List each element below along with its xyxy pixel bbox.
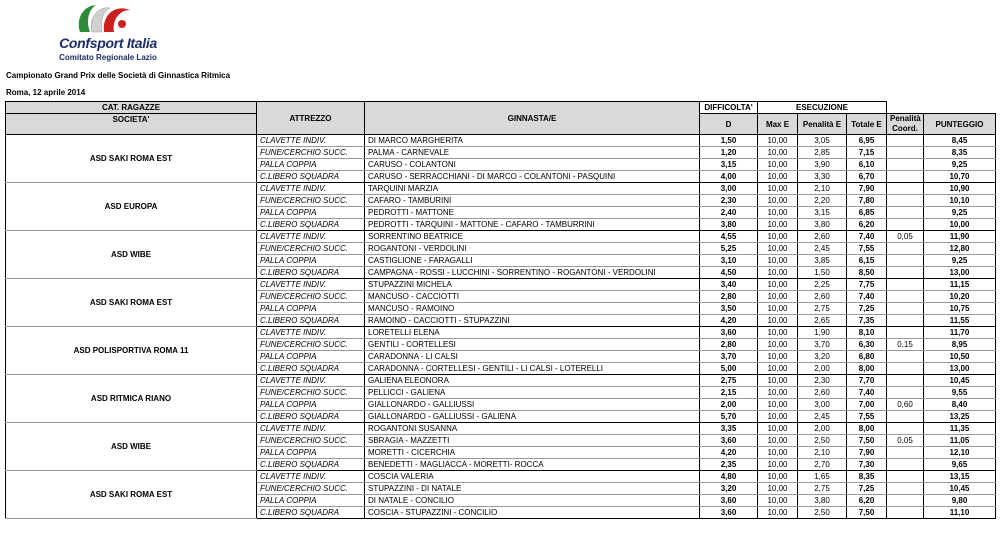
penalita-e-cell: 2,60 bbox=[798, 291, 847, 303]
difficolta-cell: 1,50 bbox=[700, 135, 758, 147]
max-e-cell: 10,00 bbox=[758, 171, 798, 183]
penalita-e-cell: 2,65 bbox=[798, 315, 847, 327]
max-e-cell: 10,00 bbox=[758, 135, 798, 147]
difficolta-cell: 3,60 bbox=[700, 507, 758, 519]
max-e-cell: 10,00 bbox=[758, 471, 798, 483]
penalita-coord-cell bbox=[887, 363, 924, 375]
ginnasta-cell: GALIENA ELEONORA bbox=[365, 375, 700, 387]
totale-e-cell: 7,70 bbox=[847, 375, 887, 387]
penalita-coord-cell bbox=[887, 219, 924, 231]
penalita-coord-cell: 0,05 bbox=[887, 435, 924, 447]
confsport-logo bbox=[48, 2, 168, 66]
max-e-cell: 10,00 bbox=[758, 291, 798, 303]
ginnasta-cell: CARADONNA - CORTELLESI - GENTILI - LI CALSI - LOTERELLI bbox=[365, 363, 700, 375]
societa-cell: ASD WIBE bbox=[6, 423, 257, 471]
attrezzo-cell: CLAVETTE INDIV. bbox=[257, 279, 365, 291]
ginnasta-cell: MANCUSO - RAMOINO bbox=[365, 303, 700, 315]
attrezzo-cell: CLAVETTE INDIV. bbox=[257, 471, 365, 483]
penalita-coord-cell bbox=[887, 291, 924, 303]
ginnasta-cell: SBRAGIA - MAZZETTI bbox=[365, 435, 700, 447]
header-ginnasta: GINNASTA/E bbox=[365, 102, 700, 135]
totale-e-cell: 8,50 bbox=[847, 267, 887, 279]
max-e-cell: 10,00 bbox=[758, 459, 798, 471]
attrezzo-cell: C.LIBERO SQUADRA bbox=[257, 267, 365, 279]
societa-cell: ASD WIBE bbox=[6, 231, 257, 279]
ginnasta-cell: LORETELLI ELENA bbox=[365, 327, 700, 339]
ginnasta-cell: GIALLONARDO - GALLIUSSI bbox=[365, 399, 700, 411]
ginnasta-cell: CARUSO - SERRACCHIANI - DI MARCO - COLANTONI - PASQUINI bbox=[365, 171, 700, 183]
difficolta-cell: 4,55 bbox=[700, 231, 758, 243]
penalita-coord-cell: 0,60 bbox=[887, 399, 924, 411]
difficolta-cell: 5,25 bbox=[700, 243, 758, 255]
penalita-e-cell: 2,00 bbox=[798, 423, 847, 435]
difficolta-cell: 3,60 bbox=[700, 495, 758, 507]
attrezzo-cell: FUNE/CERCHIO SUCC. bbox=[257, 387, 365, 399]
table-row bbox=[6, 375, 996, 387]
ginnasta-cell: ROGANTONI SUSANNA bbox=[365, 423, 700, 435]
totale-e-cell: 7,80 bbox=[847, 195, 887, 207]
ginnasta-cell: CARUSO - COLANTONI bbox=[365, 159, 700, 171]
ginnasta-cell: MORETTI - CICERCHIA bbox=[365, 447, 700, 459]
penalita-e-cell: 3,15 bbox=[798, 207, 847, 219]
penalita-coord-cell bbox=[887, 351, 924, 363]
table-row bbox=[6, 135, 996, 147]
difficolta-cell: 2,35 bbox=[700, 459, 758, 471]
attrezzo-cell: PALLA COPPIA bbox=[257, 399, 365, 411]
totale-e-cell: 7,55 bbox=[847, 243, 887, 255]
difficolta-cell: 4,80 bbox=[700, 471, 758, 483]
results-table bbox=[5, 101, 996, 519]
max-e-cell: 10,00 bbox=[758, 327, 798, 339]
punteggio-cell: 8,40 bbox=[924, 399, 996, 411]
punteggio-cell: 11,10 bbox=[924, 507, 996, 519]
punteggio-cell: 8,45 bbox=[924, 135, 996, 147]
punteggio-cell: 10,20 bbox=[924, 291, 996, 303]
ginnasta-cell: STUPAZZINI MICHELA bbox=[365, 279, 700, 291]
penalita-e-cell: 2,60 bbox=[798, 387, 847, 399]
totale-e-cell: 7,50 bbox=[847, 435, 887, 447]
max-e-cell: 10,00 bbox=[758, 447, 798, 459]
penalita-coord-cell bbox=[887, 387, 924, 399]
difficolta-cell: 3,10 bbox=[700, 255, 758, 267]
difficolta-cell: 3,15 bbox=[700, 159, 758, 171]
difficolta-cell: 4,00 bbox=[700, 171, 758, 183]
penalita-coord-cell bbox=[887, 279, 924, 291]
penalita-e-cell: 2,85 bbox=[798, 147, 847, 159]
totale-e-cell: 7,25 bbox=[847, 303, 887, 315]
penalita-e-cell: 1,65 bbox=[798, 471, 847, 483]
penalita-coord-cell bbox=[887, 471, 924, 483]
max-e-cell: 10,00 bbox=[758, 159, 798, 171]
totale-e-cell: 7,55 bbox=[847, 411, 887, 423]
ginnasta-cell: PEDROTTI - MATTONE bbox=[365, 207, 700, 219]
max-e-cell: 10,00 bbox=[758, 303, 798, 315]
max-e-cell: 10,00 bbox=[758, 231, 798, 243]
totale-e-cell: 6,85 bbox=[847, 207, 887, 219]
max-e-cell: 10,00 bbox=[758, 183, 798, 195]
max-e-cell: 10,00 bbox=[758, 363, 798, 375]
difficolta-cell: 3,00 bbox=[700, 183, 758, 195]
penalita-e-cell: 2,10 bbox=[798, 183, 847, 195]
ginnasta-cell: SORRENTINO BEATRICE bbox=[365, 231, 700, 243]
punteggio-cell: 9,25 bbox=[924, 207, 996, 219]
ginnasta-cell: CAFARO - TAMBURINI bbox=[365, 195, 700, 207]
totale-e-cell: 8,00 bbox=[847, 363, 887, 375]
totale-e-cell: 7,90 bbox=[847, 183, 887, 195]
max-e-cell: 10,00 bbox=[758, 339, 798, 351]
difficolta-cell: 2,30 bbox=[700, 195, 758, 207]
punteggio-cell: 10,00 bbox=[924, 219, 996, 231]
societa-cell: ASD RITMICA RIANO bbox=[6, 375, 257, 423]
penalita-coord-cell bbox=[887, 255, 924, 267]
punteggio-cell: 8,35 bbox=[924, 147, 996, 159]
brand-name: Confsport Italia bbox=[59, 35, 157, 51]
ginnasta-cell: PELLICCI - GALIENA bbox=[365, 387, 700, 399]
punteggio-cell: 13,15 bbox=[924, 471, 996, 483]
societa-cell: ASD SAKI ROMA EST bbox=[6, 471, 257, 519]
difficolta-cell: 3,60 bbox=[700, 327, 758, 339]
header-max-e: Max E bbox=[758, 114, 798, 135]
penalita-e-cell: 2,60 bbox=[798, 231, 847, 243]
penalita-coord-cell bbox=[887, 183, 924, 195]
max-e-cell: 10,00 bbox=[758, 399, 798, 411]
difficolta-cell: 3,40 bbox=[700, 279, 758, 291]
punteggio-cell: 12,10 bbox=[924, 447, 996, 459]
max-e-cell: 10,00 bbox=[758, 315, 798, 327]
table-row bbox=[6, 183, 996, 195]
ginnasta-cell: PALMA - CARNEVALE bbox=[365, 147, 700, 159]
totale-e-cell: 6,70 bbox=[847, 171, 887, 183]
penalita-coord-cell bbox=[887, 267, 924, 279]
penalita-e-cell: 2,10 bbox=[798, 447, 847, 459]
penalita-coord-cell bbox=[887, 135, 924, 147]
punteggio-cell: 9,55 bbox=[924, 387, 996, 399]
penalita-e-cell: 3,70 bbox=[798, 339, 847, 351]
penalita-coord-cell bbox=[887, 495, 924, 507]
header-totale-e: Totale E bbox=[847, 114, 887, 135]
punteggio-cell: 10,45 bbox=[924, 375, 996, 387]
difficolta-cell: 3,50 bbox=[700, 303, 758, 315]
max-e-cell: 10,00 bbox=[758, 255, 798, 267]
totale-e-cell: 8,00 bbox=[847, 423, 887, 435]
attrezzo-cell: C.LIBERO SQUADRA bbox=[257, 507, 365, 519]
penalita-coord-cell bbox=[887, 207, 924, 219]
punteggio-cell: 10,90 bbox=[924, 183, 996, 195]
penalita-e-cell: 3,30 bbox=[798, 171, 847, 183]
difficolta-cell: 4,20 bbox=[700, 447, 758, 459]
punteggio-cell: 11,15 bbox=[924, 279, 996, 291]
difficolta-cell: 3,80 bbox=[700, 219, 758, 231]
penalita-coord-cell bbox=[887, 423, 924, 435]
totale-e-cell: 7,40 bbox=[847, 231, 887, 243]
punteggio-cell: 11,90 bbox=[924, 231, 996, 243]
ginnasta-cell: CAMPAGNA - ROSSI - LUCCHINI - SORRENTINO - ROGANTONI - VERDOLINI bbox=[365, 267, 700, 279]
attrezzo-cell: CLAVETTE INDIV. bbox=[257, 375, 365, 387]
punteggio-cell: 10,50 bbox=[924, 351, 996, 363]
penalita-coord-cell bbox=[887, 411, 924, 423]
penalita-coord-cell bbox=[887, 315, 924, 327]
ginnasta-cell: ROGANTONI - VERDOLINI bbox=[365, 243, 700, 255]
ginnasta-cell: CARADONNA - LI CALSI bbox=[365, 351, 700, 363]
punteggio-cell: 10,70 bbox=[924, 171, 996, 183]
max-e-cell: 10,00 bbox=[758, 279, 798, 291]
penalita-e-cell: 2,30 bbox=[798, 375, 847, 387]
penalita-e-cell: 2,50 bbox=[798, 507, 847, 519]
totale-e-cell: 6,20 bbox=[847, 219, 887, 231]
attrezzo-cell: FUNE/CERCHIO SUCC. bbox=[257, 243, 365, 255]
attrezzo-cell: FUNE/CERCHIO SUCC. bbox=[257, 291, 365, 303]
penalita-e-cell: 3,05 bbox=[798, 135, 847, 147]
totale-e-cell: 6,30 bbox=[847, 339, 887, 351]
punteggio-cell: 13,25 bbox=[924, 411, 996, 423]
difficolta-cell: 1,20 bbox=[700, 147, 758, 159]
penalita-coord-cell bbox=[887, 507, 924, 519]
penalita-coord-cell bbox=[887, 459, 924, 471]
penalita-coord-cell bbox=[887, 171, 924, 183]
attrezzo-cell: PALLA COPPIA bbox=[257, 255, 365, 267]
totale-e-cell: 8,10 bbox=[847, 327, 887, 339]
header-d: D bbox=[700, 114, 758, 135]
difficolta-cell: 2,80 bbox=[700, 339, 758, 351]
penalita-e-cell: 3,90 bbox=[798, 159, 847, 171]
ginnasta-cell: GIALLONARDO - GALLIUSSI - GALIENA bbox=[365, 411, 700, 423]
ginnasta-cell: GENTILI - CORTELLESI bbox=[365, 339, 700, 351]
difficolta-cell: 2,00 bbox=[700, 399, 758, 411]
table-row bbox=[6, 327, 996, 339]
header-penalita-e: Penalità E bbox=[798, 114, 847, 135]
max-e-cell: 10,00 bbox=[758, 375, 798, 387]
logo-swoosh-icon bbox=[74, 2, 138, 36]
penalita-coord-cell: 0,05 bbox=[887, 231, 924, 243]
punteggio-cell: 10,10 bbox=[924, 195, 996, 207]
penalita-coord-cell bbox=[887, 375, 924, 387]
penalita-e-cell: 2,70 bbox=[798, 459, 847, 471]
punteggio-cell: 9,65 bbox=[924, 459, 996, 471]
attrezzo-cell: FUNE/CERCHIO SUCC. bbox=[257, 147, 365, 159]
document-title: Campionato Grand Prix delle Società di Ginnastica Ritmica bbox=[6, 71, 231, 80]
attrezzo-cell: PALLA COPPIA bbox=[257, 303, 365, 315]
totale-e-cell: 7,75 bbox=[847, 279, 887, 291]
ginnasta-cell: CASTIGLIONE - FARAGALLI bbox=[365, 255, 700, 267]
societa-cell: ASD SAKI ROMA EST bbox=[6, 135, 257, 183]
table-row bbox=[6, 231, 996, 243]
penalita-e-cell: 2,00 bbox=[798, 363, 847, 375]
table-row bbox=[6, 423, 996, 435]
ginnasta-cell: COSCIA - STUPAZZINI - CONCILIO bbox=[365, 507, 700, 519]
totale-e-cell: 6,10 bbox=[847, 159, 887, 171]
totale-e-cell: 6,80 bbox=[847, 351, 887, 363]
header-penalita-coord: Penalità Coord. bbox=[887, 114, 924, 135]
attrezzo-cell: PALLA COPPIA bbox=[257, 495, 365, 507]
ginnasta-cell: PEDROTTI - TARQUINI - MATTONE - CAFARO - TAMBURRINI bbox=[365, 219, 700, 231]
difficolta-cell: 2,40 bbox=[700, 207, 758, 219]
max-e-cell: 10,00 bbox=[758, 207, 798, 219]
penalita-coord-cell bbox=[887, 195, 924, 207]
punteggio-cell: 12,80 bbox=[924, 243, 996, 255]
totale-e-cell: 7,50 bbox=[847, 507, 887, 519]
punteggio-cell: 13,00 bbox=[924, 267, 996, 279]
totale-e-cell: 7,30 bbox=[847, 459, 887, 471]
totale-e-cell: 6,95 bbox=[847, 135, 887, 147]
punteggio-cell: 13,00 bbox=[924, 363, 996, 375]
header-punteggio: PUNTEGGIO bbox=[924, 114, 996, 135]
penalita-e-cell: 3,20 bbox=[798, 351, 847, 363]
attrezzo-cell: PALLA COPPIA bbox=[257, 159, 365, 171]
attrezzo-cell: C.LIBERO SQUADRA bbox=[257, 411, 365, 423]
penalita-e-cell: 1,50 bbox=[798, 267, 847, 279]
ginnasta-cell: BENEDETTI - MAGLIACCA - MORETTI- ROCCA bbox=[365, 459, 700, 471]
max-e-cell: 10,00 bbox=[758, 483, 798, 495]
table-row bbox=[6, 279, 996, 291]
difficolta-cell: 4,50 bbox=[700, 267, 758, 279]
totale-e-cell: 7,90 bbox=[847, 447, 887, 459]
attrezzo-cell: CLAVETTE INDIV. bbox=[257, 423, 365, 435]
max-e-cell: 10,00 bbox=[758, 435, 798, 447]
penalita-coord-cell bbox=[887, 147, 924, 159]
difficolta-cell: 2,15 bbox=[700, 387, 758, 399]
attrezzo-cell: PALLA COPPIA bbox=[257, 207, 365, 219]
totale-e-cell: 7,40 bbox=[847, 291, 887, 303]
penalita-e-cell: 2,75 bbox=[798, 303, 847, 315]
penalita-e-cell: 3,00 bbox=[798, 399, 847, 411]
penalita-e-cell: 3,80 bbox=[798, 495, 847, 507]
punteggio-cell: 9,25 bbox=[924, 159, 996, 171]
penalita-e-cell: 2,45 bbox=[798, 243, 847, 255]
max-e-cell: 10,00 bbox=[758, 423, 798, 435]
difficolta-cell: 5,70 bbox=[700, 411, 758, 423]
max-e-cell: 10,00 bbox=[758, 411, 798, 423]
ginnasta-cell: STUPAZZINI - DI NATALE bbox=[365, 483, 700, 495]
totale-e-cell: 7,35 bbox=[847, 315, 887, 327]
ginnasta-cell: DI NATALE - CONCILIO bbox=[365, 495, 700, 507]
difficolta-cell: 2,75 bbox=[700, 375, 758, 387]
penalita-coord-cell bbox=[887, 243, 924, 255]
totale-e-cell: 8,35 bbox=[847, 471, 887, 483]
ginnasta-cell: TARQUINI MARZIA bbox=[365, 183, 700, 195]
punteggio-cell: 11,05 bbox=[924, 435, 996, 447]
totale-e-cell: 7,25 bbox=[847, 483, 887, 495]
attrezzo-cell: CLAVETTE INDIV. bbox=[257, 135, 365, 147]
attrezzo-cell: PALLA COPPIA bbox=[257, 351, 365, 363]
punteggio-cell: 9,25 bbox=[924, 255, 996, 267]
totale-e-cell: 7,00 bbox=[847, 399, 887, 411]
penalita-coord-cell: 0,15 bbox=[887, 339, 924, 351]
penalita-coord-cell bbox=[887, 159, 924, 171]
header-esecuzione: ESECUZIONE bbox=[758, 102, 887, 114]
ginnasta-cell: DI MARCO MARGHERITA bbox=[365, 135, 700, 147]
penalita-e-cell: 3,85 bbox=[798, 255, 847, 267]
attrezzo-cell: FUNE/CERCHIO SUCC. bbox=[257, 483, 365, 495]
penalita-e-cell: 1,90 bbox=[798, 327, 847, 339]
penalita-coord-cell bbox=[887, 327, 924, 339]
attrezzo-cell: C.LIBERO SQUADRA bbox=[257, 315, 365, 327]
punteggio-cell: 10,75 bbox=[924, 303, 996, 315]
max-e-cell: 10,00 bbox=[758, 195, 798, 207]
brand-subtitle: Comitato Regionale Lazio bbox=[59, 53, 157, 62]
societa-cell: ASD EUROPA bbox=[6, 183, 257, 231]
punteggio-cell: 11,70 bbox=[924, 327, 996, 339]
punteggio-cell: 11,35 bbox=[924, 423, 996, 435]
place-date: Roma, 12 aprile 2014 bbox=[6, 88, 86, 97]
attrezzo-cell: FUNE/CERCHIO SUCC. bbox=[257, 339, 365, 351]
societa-cell: ASD SAKI ROMA EST bbox=[6, 279, 257, 327]
attrezzo-cell: PALLA COPPIA bbox=[257, 447, 365, 459]
max-e-cell: 10,00 bbox=[758, 267, 798, 279]
totale-e-cell: 7,15 bbox=[847, 147, 887, 159]
max-e-cell: 10,00 bbox=[758, 507, 798, 519]
max-e-cell: 10,00 bbox=[758, 351, 798, 363]
ginnasta-cell: RAMOINO - CACCIOTTI - STUPAZZINI bbox=[365, 315, 700, 327]
totale-e-cell: 7,40 bbox=[847, 387, 887, 399]
totale-e-cell: 6,20 bbox=[847, 495, 887, 507]
difficolta-cell: 4,20 bbox=[700, 315, 758, 327]
ginnasta-cell: COSCIA VALERIA bbox=[365, 471, 700, 483]
penalita-e-cell: 3,80 bbox=[798, 219, 847, 231]
penalita-e-cell: 2,20 bbox=[798, 195, 847, 207]
penalita-coord-cell bbox=[887, 447, 924, 459]
societa-cell: ASD POLISPORTIVA ROMA 11 bbox=[6, 327, 257, 375]
attrezzo-cell: FUNE/CERCHIO SUCC. bbox=[257, 435, 365, 447]
penalita-e-cell: 2,45 bbox=[798, 411, 847, 423]
attrezzo-cell: C.LIBERO SQUADRA bbox=[257, 363, 365, 375]
penalita-coord-cell bbox=[887, 483, 924, 495]
punteggio-cell: 8,95 bbox=[924, 339, 996, 351]
ginnasta-cell: MANCUSO - CACCIOTTI bbox=[365, 291, 700, 303]
difficolta-cell: 5,00 bbox=[700, 363, 758, 375]
punteggio-cell: 10,45 bbox=[924, 483, 996, 495]
header-cat: CAT. RAGAZZE bbox=[6, 102, 257, 114]
header-societa: SOCIETA' bbox=[6, 114, 257, 135]
header-difficolta: DIFFICOLTA' bbox=[700, 102, 758, 114]
difficolta-cell: 2,80 bbox=[700, 291, 758, 303]
attrezzo-cell: CLAVETTE INDIV. bbox=[257, 231, 365, 243]
penalita-coord-cell bbox=[887, 303, 924, 315]
attrezzo-cell: C.LIBERO SQUADRA bbox=[257, 459, 365, 471]
penalita-e-cell: 2,75 bbox=[798, 483, 847, 495]
header-attrezzo: ATTREZZO bbox=[257, 102, 365, 135]
attrezzo-cell: FUNE/CERCHIO SUCC. bbox=[257, 195, 365, 207]
totale-e-cell: 6,15 bbox=[847, 255, 887, 267]
attrezzo-cell: CLAVETTE INDIV. bbox=[257, 183, 365, 195]
max-e-cell: 10,00 bbox=[758, 147, 798, 159]
max-e-cell: 10,00 bbox=[758, 495, 798, 507]
table-row bbox=[6, 471, 996, 483]
max-e-cell: 10,00 bbox=[758, 387, 798, 399]
penalita-e-cell: 2,25 bbox=[798, 279, 847, 291]
attrezzo-cell: C.LIBERO SQUADRA bbox=[257, 219, 365, 231]
punteggio-cell: 9,80 bbox=[924, 495, 996, 507]
attrezzo-cell: C.LIBERO SQUADRA bbox=[257, 171, 365, 183]
penalita-e-cell: 2,50 bbox=[798, 435, 847, 447]
difficolta-cell: 3,20 bbox=[700, 483, 758, 495]
max-e-cell: 10,00 bbox=[758, 219, 798, 231]
difficolta-cell: 3,70 bbox=[700, 351, 758, 363]
difficolta-cell: 3,60 bbox=[700, 435, 758, 447]
difficolta-cell: 3,35 bbox=[700, 423, 758, 435]
punteggio-cell: 11,55 bbox=[924, 315, 996, 327]
max-e-cell: 10,00 bbox=[758, 243, 798, 255]
attrezzo-cell: CLAVETTE INDIV. bbox=[257, 327, 365, 339]
